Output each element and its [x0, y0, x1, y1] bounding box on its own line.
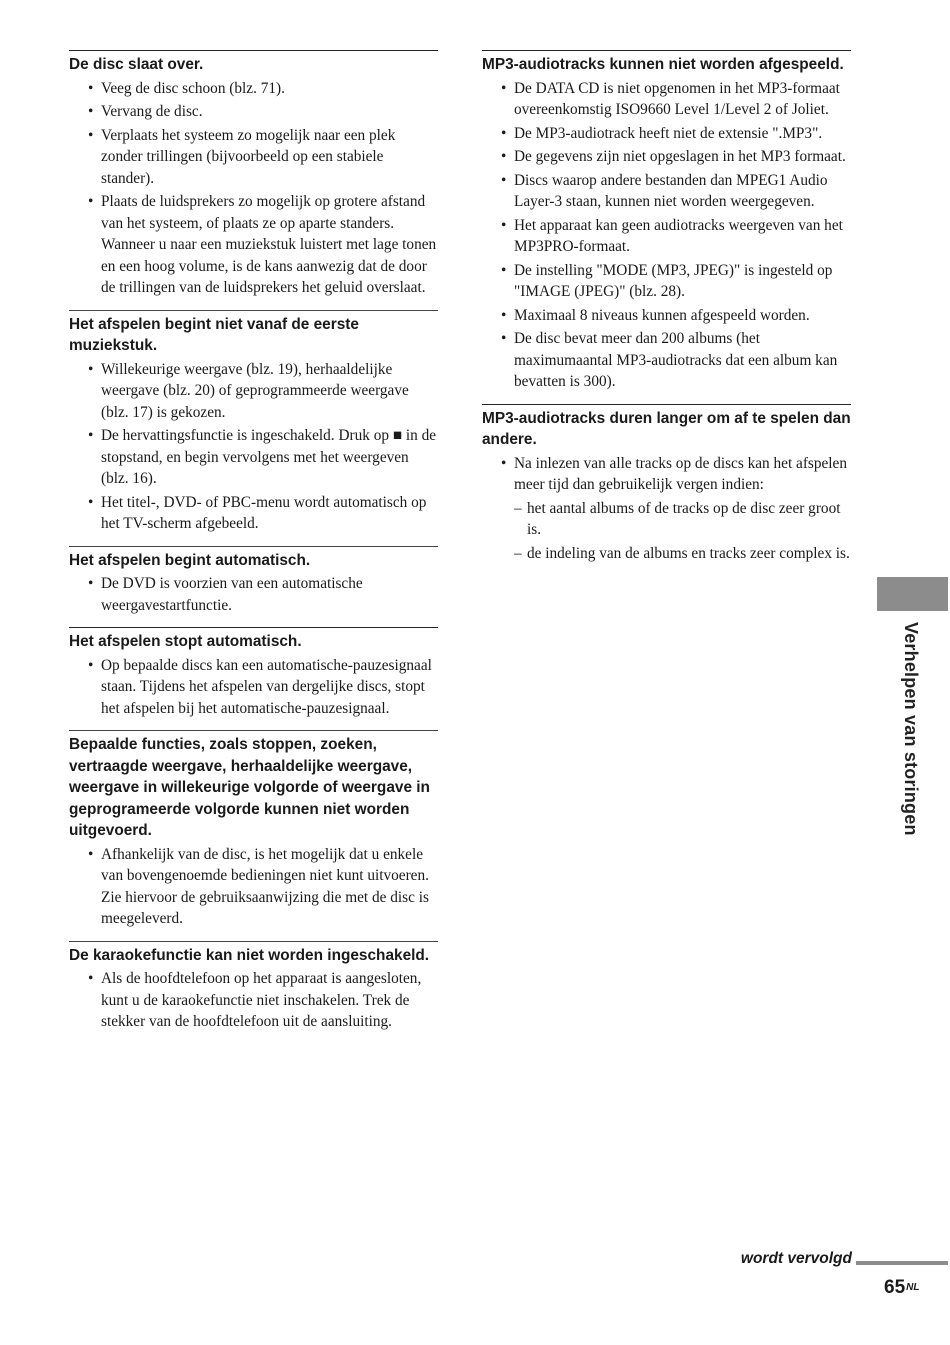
section-heading: Het afspelen begint niet vanaf de eerste muziekstuk.	[69, 315, 359, 354]
page-number	[884, 1277, 919, 1299]
bullet-list	[69, 844, 438, 939]
section-karaoke	[69, 941, 438, 1042]
page-number-suffix: NL	[906, 1282, 920, 1293]
list-item: • De disc bevat meer dan 200 albums (het maximumaantal MP3-audiotracks dat een album kan bevatten is 300).	[482, 328, 851, 393]
page-number-value: 65	[884, 1277, 906, 1298]
list-item: • Maximaal 8 niveaus kunnen afgespeeld worden.	[482, 305, 851, 327]
chapter-tab-marker	[877, 577, 948, 611]
chapter-tab-label: Verhelpen van storingen	[901, 622, 921, 836]
list-item: • Vervang de disc.	[69, 101, 438, 123]
list-item: • De MP3-audiotrack heeft niet de extensie ".MP3".	[482, 123, 851, 145]
list-item: – het aantal albums of de tracks op de disc zeer groot is.	[482, 498, 851, 541]
list-item: • Op bepaalde discs kan een automatische-pauzesignaal staan. Tijdens het afspelen van dergelijke discs, stopt het afspelen bij het automatische-pauzesignaal.	[69, 655, 438, 720]
section-heading: De karaokefunctie kan niet worden ingeschakeld.	[69, 946, 430, 964]
section-mp3-slow-start	[482, 404, 851, 565]
dash-list	[482, 498, 851, 565]
list-item: • Als de hoofdtelefoon op het apparaat is aangesloten, kunt u de karaokefunctie niet inschakelen. Trek de stekker van de hoofdtelefoon uit de aansluiting.	[69, 968, 438, 1033]
list-item: • Na inlezen van alle tracks op de discs kan het afspelen meer tijd dan gebruikelijk vergen indien:	[482, 453, 851, 496]
list-item: • De hervattingsfunctie is ingeschakeld. Druk op ■ in de stopstand, en begin vervolgens met het weergeven (blz. 16).	[69, 425, 438, 490]
list-item: • De DVD is voorzien van een automatische weergavestartfunctie.	[69, 573, 438, 616]
list-item: • Plaats de luidsprekers zo mogelijk op grotere afstand van het systeem, of plaats ze op aparte standers. Wanneer u naar een muziekstuk luistert met lage tonen en een hoog volume, is de kans aanwezig dat de door de trillingen van de luidsprekers het geluid overslaat.	[69, 191, 438, 299]
list-item: • Veeg de disc schoon (blz. 71).	[69, 78, 438, 100]
bullet-list	[482, 453, 851, 496]
continued-rule	[856, 1261, 948, 1265]
section-not-first-track	[69, 310, 438, 544]
section-auto-stop	[69, 627, 438, 728]
bullet-list	[69, 655, 438, 729]
bullet-list	[69, 359, 438, 544]
section-heading: MP3-audiotracks kunnen niet worden afgespeeld.	[482, 56, 844, 73]
list-item: • De instelling "MODE (MP3, JPEG)" is ingesteld op "IMAGE (JPEG)" (blz. 28).	[482, 260, 851, 303]
bullet-list	[69, 968, 438, 1042]
bullet-list	[482, 78, 851, 402]
right-column	[482, 50, 851, 566]
section-mp3-not-playable	[482, 50, 851, 402]
bullet-list	[69, 573, 438, 625]
section-heading: De disc slaat over.	[69, 56, 204, 73]
left-column	[69, 50, 438, 1044]
section-heading: Het afspelen begint automatisch.	[69, 551, 311, 569]
list-item: • Verplaats het systeem zo mogelijk naar een plek zonder trillingen (bijvoorbeeld op een stabiele stander).	[69, 125, 438, 190]
bullet-list	[69, 78, 438, 308]
list-item: • Afhankelijk van de disc, is het mogelijk dat u enkele van bovengenoemde bedieningen niet kunt uitvoeren. Zie hiervoor de gebruiksaanwijzing die met de disc is meegeleverd.	[69, 844, 438, 930]
list-item: • Discs waarop andere bestanden dan MPEG1 Audio Layer-3 staan, kunnen niet worden weergegeven.	[482, 170, 851, 213]
list-item: – de indeling van de albums en tracks zeer complex is.	[482, 543, 851, 565]
section-heading: Bepaalde functies, zoals stoppen, zoeken, vertraagde weergave, herhaaldelijke weergave, weergave in willekeurige volgorde of weergave in geprogrameerde volgorde kunnen niet worden uitgevoerd.	[69, 736, 430, 839]
section-auto-start	[69, 546, 438, 626]
section-disc-skips	[69, 50, 438, 308]
section-heading: MP3-audiotracks duren langer om af te spelen dan andere.	[482, 409, 851, 448]
list-item: • De DATA CD is niet opgenomen in het MP3-formaat overeenkomstig ISO9660 Level 1/Level 2 of Joliet.	[482, 78, 851, 121]
section-heading: Het afspelen stopt automatisch.	[69, 633, 302, 650]
list-item: • Het titel-, DVD- of PBC-menu wordt automatisch op het TV-scherm afgebeeld.	[69, 492, 438, 535]
list-item: • De gegevens zijn niet opgeslagen in het MP3 formaat.	[482, 146, 851, 168]
section-functions-unavailable	[69, 730, 438, 939]
continued-label: wordt vervolgd	[740, 1250, 852, 1267]
list-item: • Willekeurige weergave (blz. 19), herhaaldelijke weergave (blz. 20) of geprogrammeerde weergave (blz. 17) is gekozen.	[69, 359, 438, 424]
list-item: • Het apparaat kan geen audiotracks weergeven van het MP3PRO-formaat.	[482, 215, 851, 258]
